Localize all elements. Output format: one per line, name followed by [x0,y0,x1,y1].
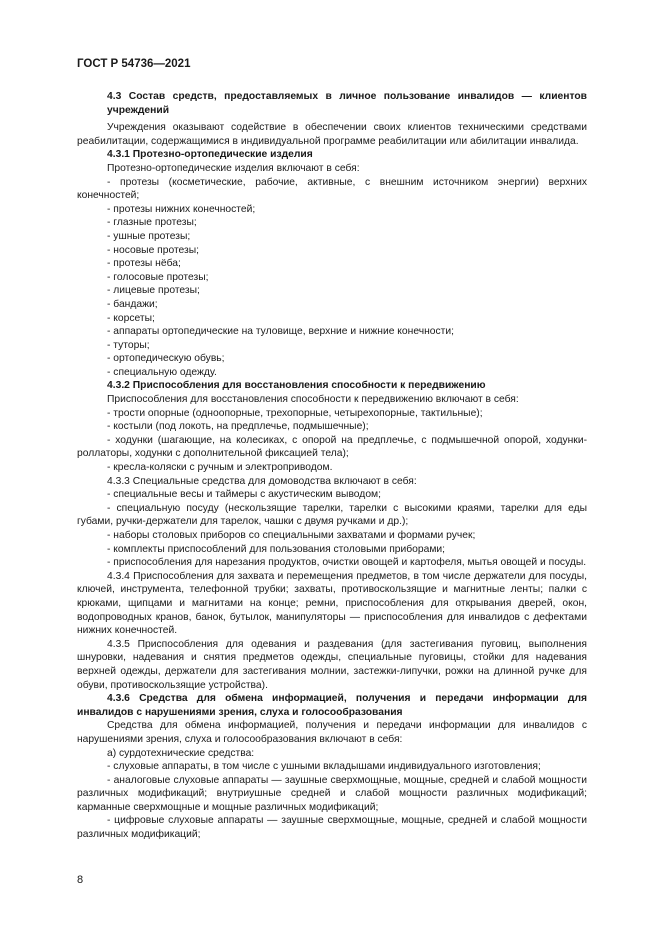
paragraph: - костыли (под локоть, на предплечье, подмышечные); [107,421,369,433]
paragraph: - бандажи; [107,298,158,310]
paragraph: а) сурдотехнические средства: [107,747,255,759]
paragraph: - цифровые слуховые аппараты — заушные сверхмощные, мощные, средней и слабой мощности различных модификаций; [77,815,587,841]
paragraph: - ходунки (шагающие, на колесиках, с опорой на предплечье, с подмышечной опорой, ходунки-роллаторы, ходунки с дополнительной фиксацией тела); [77,434,587,460]
paragraph: - аппараты ортопедические на туловище, верхние и нижние конечности; [107,326,454,338]
paragraph: 4.3.3 Специальные средства для домоводства включают в себя: [107,475,417,487]
standard-header: ГОСТ Р 54736—2021 [77,58,191,70]
paragraph: - кресла-коляски с ручным и электроприводом. [107,462,333,474]
paragraph: Средства для обмена информацией, получения и передачи информации для инвалидов с нарушениями зрения, слуха и голосообразования включают в себя: [77,720,587,745]
section-heading: 4.3.6 Средства для обмена информацией, получения и передачи информации для инвалидов с нарушениями зрения, слуха и голосообразования [77,693,587,718]
paragraph: - наборы столовых приборов со специальными захватами и формами ручек; [107,530,476,541]
paragraph: - трости опорные (одноопорные, трехопорные, четырехопорные, тактильные); [107,407,483,419]
paragraph: - ушные протезы; [107,230,191,242]
section-heading: 4.3.1 Протезно-ортопедические изделия [107,149,313,161]
page-number: 8 [77,874,84,886]
paragraph: - приспособления для нарезания продуктов, очистки овощей и картофеля, мытья овощей и посуды. [107,557,587,569]
paragraph: - протезы нёба; [107,258,181,270]
paragraph: 4.3.4 Приспособления для захвата и перемещения предметов, в том числе держатели для посуды, ключей, инструмента, телефонной трубки; захваты, противоскользящие и магнитные ленты; палки с крюками, щипцами и магнитами на конце; ремни, приспособления для открывания дверей, окон, водопроводных кранов, банок, бутылок, манипуляторы — приспособления для инвалидов с дефектами нижних конечностей. [77,570,587,637]
paragraph: - туторы; [107,339,150,351]
paragraph: - специальную одежду. [107,366,217,378]
paragraph: - голосовые протезы; [107,271,209,283]
paragraph: - лицевые протезы; [107,285,200,297]
paragraph: - глазные протезы; [107,217,197,229]
paragraph: - корсеты; [107,312,155,324]
paragraph: 4.3.5 Приспособления для одевания и раздевания (для застегивания пуговиц, выполнения шнуровки, надевания и снятия предметов одежды, специальные пуговицы, стойки для надевания верхней одежды, держатели для застегивания молнии, застежки-липучки, рожки на длинной ручке для обуви, противоскользящие устройства). [77,638,587,691]
paragraph: - протезы нижних конечностей; [107,203,256,215]
paragraph: - слуховые аппараты, в том числе с ушными вкладышами индивидуального изготовления; [107,761,541,773]
section-heading: 4.3 Состав средств, предоставляемых в личное пользование инвалидов — клиентов учреждений [107,91,587,116]
paragraph: - аналоговые слуховые аппараты — заушные сверхмощные, мощные, средней и слабой мощности различных модификаций; внутриушные средней и слабой мощности различных модификаций; карманные сверхмощные и мощные различных модификаций; [77,774,587,813]
paragraph: - протезы (косметические, рабочие, активные, с внешним источником энергии) верхних конечностей; [77,176,587,202]
paragraph: - специальные весы и таймеры с акустическим выводом; [107,489,381,501]
document-body [77,90,587,842]
paragraph: - носовые протезы; [107,244,200,256]
paragraph: Приспособления для восстановления способности к передвижению включают в себя: [107,394,519,406]
paragraph: Протезно-ортопедические изделия включают в себя: [107,162,360,174]
paragraph: - ортопедическую обувь; [107,353,225,365]
paragraph: Учреждения оказывают содействие в обеспечении своих клиентов техническими средствами реабилитации, содержащимися в индивидуальной программе реабилитации или абилитации инвалида. [77,122,587,147]
paragraph: - специальную посуду (нескользящие тарелки, тарелки с высокими краями, тарелки для еды губами, ручки-держатели для тарелок, чашки с двумя ручками и др.); [77,502,587,528]
paragraph: - комплекты приспособлений для пользования столовыми приборами; [107,543,446,555]
section-heading: 4.3.2 Приспособления для восстановления способности к передвижению [107,380,486,392]
